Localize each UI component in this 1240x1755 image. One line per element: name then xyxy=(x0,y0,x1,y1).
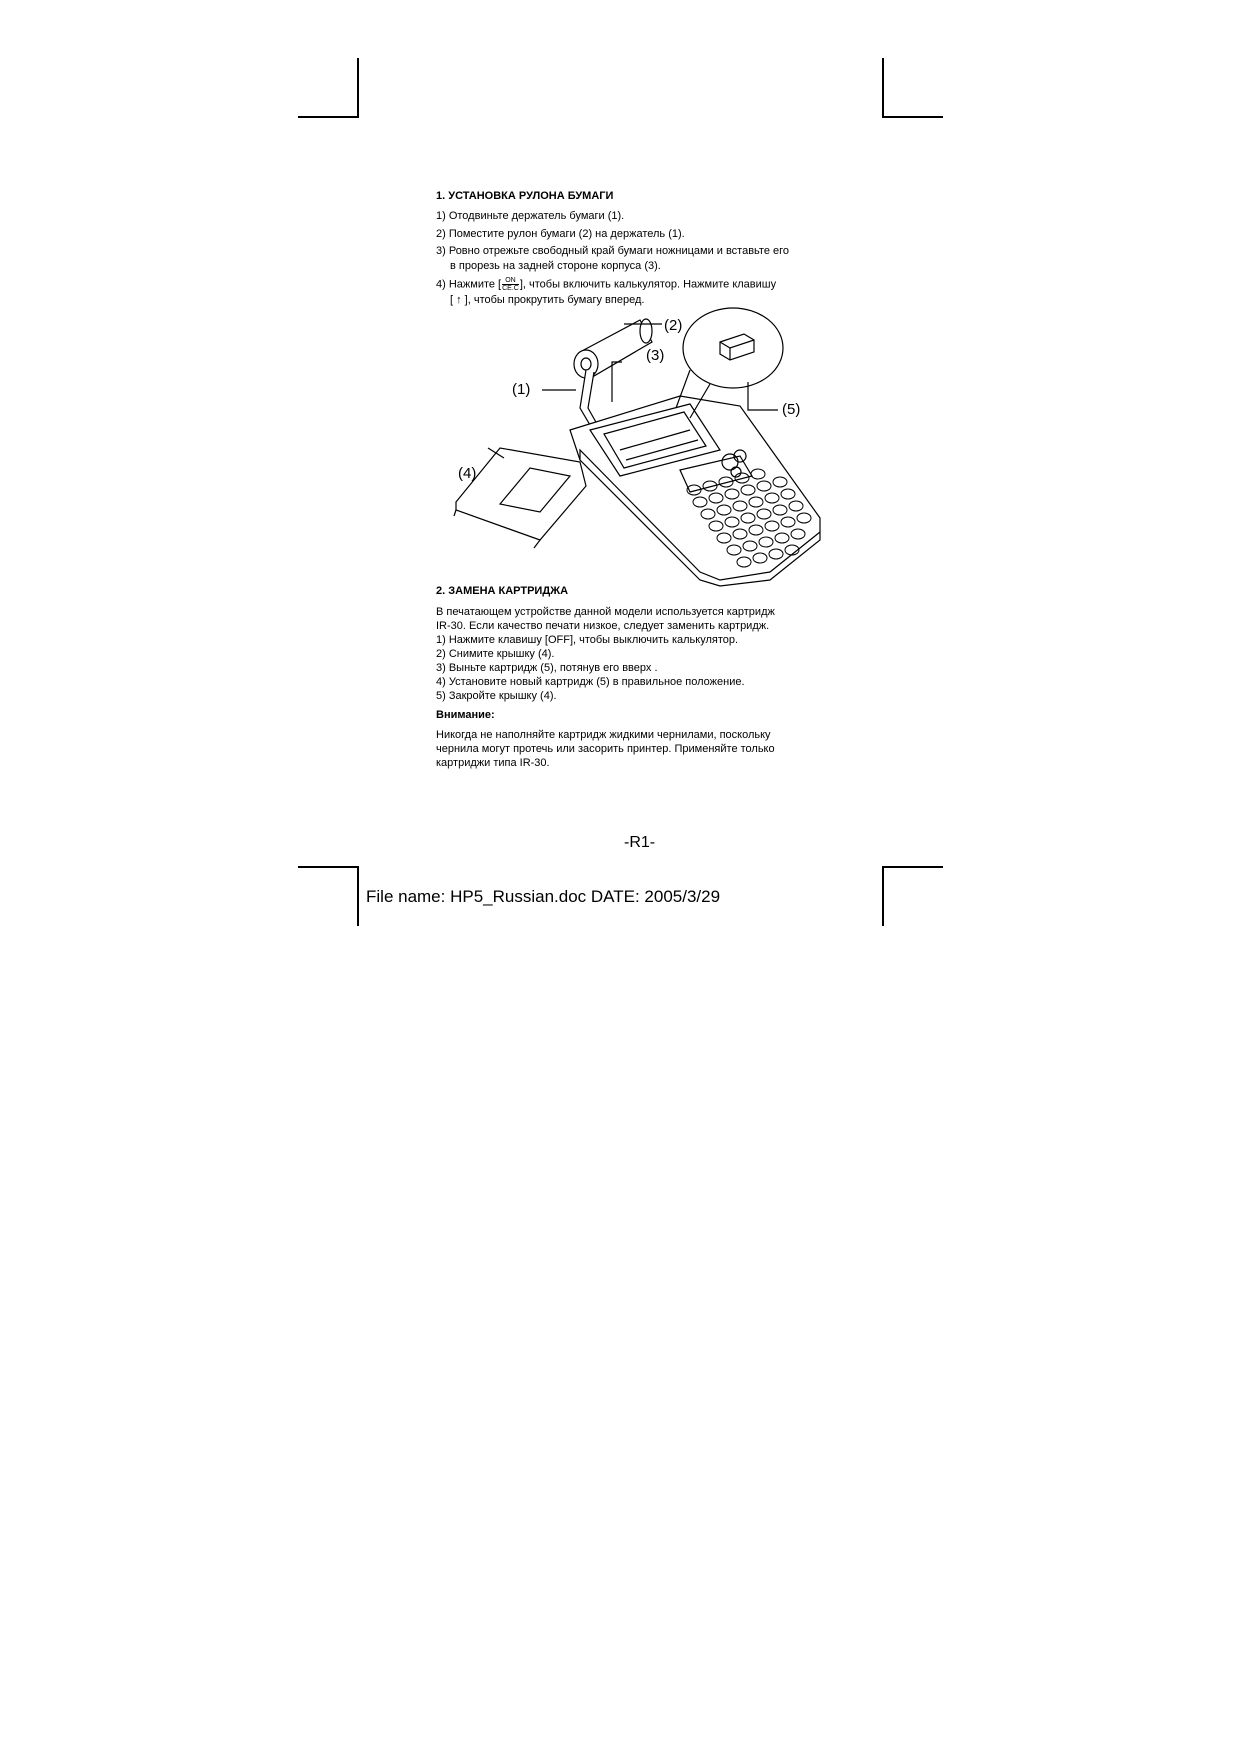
page-number: -R1- xyxy=(624,834,656,851)
leader-line-3 xyxy=(612,362,622,402)
footer-file-info: File name: HP5_Russian.doc DATE: 2005/3/29 xyxy=(366,887,721,906)
caution-line-2: чернила могут протечь или засорить принтер. Применяйте только xyxy=(436,743,775,755)
caution-line-3: картриджи типа IR-30. xyxy=(436,757,550,769)
section1-heading: 1. УСТАНОВКА РУЛОНА БУМАГИ xyxy=(436,190,614,202)
key-cec-label: CE.C xyxy=(502,285,519,292)
paper-roll xyxy=(574,319,652,378)
section2-line-3: 1) Нажмите клавишу [OFF], чтобы выключить калькулятор. xyxy=(436,634,739,646)
section1-step-3: 3) Ровно отрежьте свободный край бумаги ножницами и вставьте его xyxy=(436,245,790,257)
step4-prefix: 4) Нажмите [ xyxy=(436,278,502,291)
section2-line-1: В печатающем устройстве данной модели используется картридж xyxy=(436,606,775,618)
leader-line-5 xyxy=(748,382,778,410)
figure-label-5: (5) xyxy=(782,401,801,418)
cover-part xyxy=(454,448,586,548)
section2-line-2: IR-30. Если качество печати низкое, следует заменить картридж. xyxy=(436,620,770,632)
on-ce-c-key xyxy=(502,277,519,292)
section1-step-3-cont: в прорезь на задней стороне корпуса (3). xyxy=(450,260,661,272)
crop-mark-top-right-horizontal xyxy=(882,116,943,118)
figure-label-4: (4) xyxy=(458,465,477,482)
figure-label-3: (3) xyxy=(646,347,665,364)
caution-heading: Внимание: xyxy=(436,709,495,721)
section2-line-4: 2) Снимите крышку (4). xyxy=(436,648,555,660)
figure-label-2: (2) xyxy=(664,317,683,334)
crop-mark-top-left-vertical xyxy=(357,58,359,118)
crop-mark-top-left-horizontal xyxy=(298,116,359,118)
figure-label-1: (1) xyxy=(512,381,531,398)
section2-line-5: 3) Выньте картридж (5), потянув его вверх . xyxy=(436,662,658,674)
key-on-label: ON xyxy=(502,277,519,285)
section1-step-4 xyxy=(436,277,776,292)
caution-line-1: Никогда не наполняйте картридж жидкими чернилами, поскольку xyxy=(436,729,771,741)
section1-step-4-cont: [ ↑ ], чтобы прокрутить бумагу вперед. xyxy=(450,294,645,306)
step4-suffix: ], чтобы включить калькулятор. Нажмите клавишу xyxy=(519,278,777,291)
section2-line-7: 5) Закройте крышку (4). xyxy=(436,690,557,702)
crop-mark-top-right-vertical xyxy=(882,58,884,118)
section2-line-6: 4) Установите новый картридж (5) в правильное положение. xyxy=(436,676,745,688)
section2-heading: 2. ЗАМЕНА КАРТРИДЖА xyxy=(436,585,569,597)
calculator-illustration xyxy=(0,300,1240,900)
section1-step-1: 1) Отодвиньте держатель бумаги (1). xyxy=(436,210,625,222)
section1-step-2: 2) Поместите рулон бумаги (2) на держатель (1). xyxy=(436,228,685,240)
